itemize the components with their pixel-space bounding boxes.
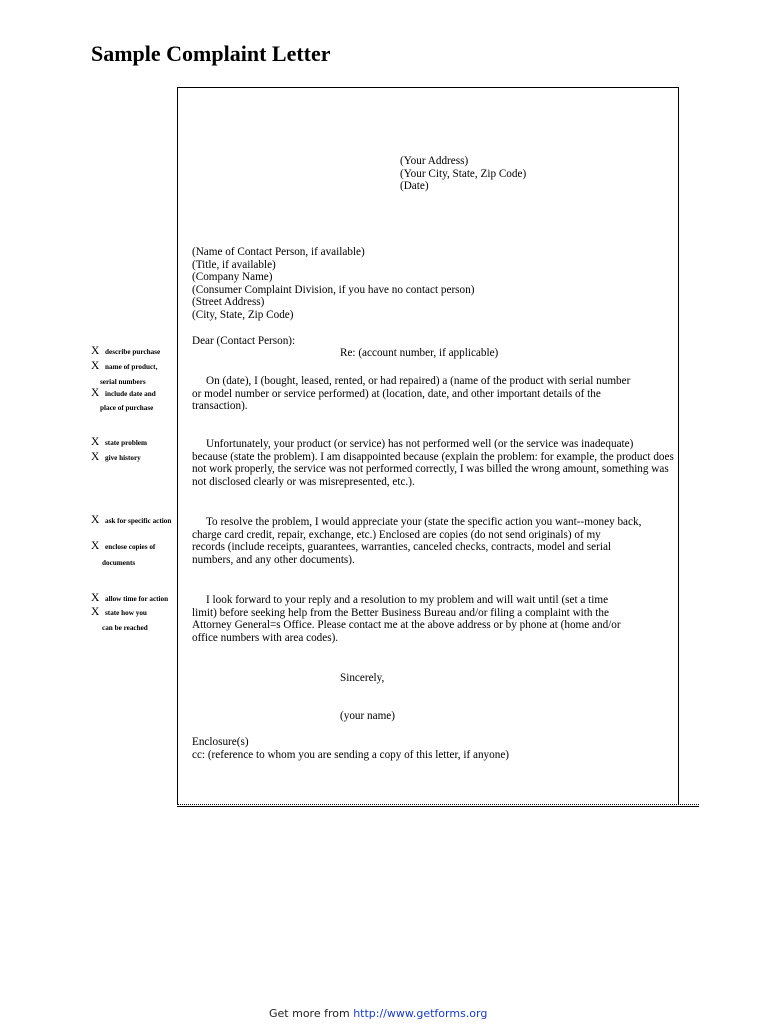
signature: (your name) (340, 710, 395, 722)
footer-link[interactable]: http://www.getforms.org (353, 1007, 488, 1020)
paragraph-line: because (state the problem). I am disappointed because (explain the problem: for example, the product does (192, 450, 674, 463)
letter-frame-bottom-line (177, 806, 699, 807)
margin-note-text: give history (105, 454, 141, 462)
margin-note-state-how (91, 608, 147, 618)
x-mark: X (91, 345, 100, 357)
recipient-title: (Title, if available) (192, 258, 276, 271)
margin-note-name-of-product (91, 362, 157, 372)
margin-note-text: name of product, (105, 363, 158, 371)
margin-note-enclose-copies (91, 542, 155, 552)
recipient-company: (Company Name) (192, 271, 273, 284)
paragraph-line: Unfortunately, your product (or service) has not performed well (or the service was inadequate) (206, 438, 634, 450)
paragraph-line: limit) before seeking help from the Better Business Bureau and/or filing a complaint with the (192, 606, 609, 619)
enclosure: Enclosure(s) (192, 736, 249, 748)
recipient-name: (Name of Contact Person, if available) (192, 246, 365, 258)
re-line: Re: (account number, if applicable) (340, 347, 499, 359)
x-mark: X (91, 436, 100, 448)
sender-address: (Your Address) (400, 155, 469, 167)
margin-note-place-of-purchase: place of purchase (100, 404, 154, 412)
margin-note-can-be-reached: can be reached (102, 624, 148, 632)
margin-note-text: include date and (105, 390, 156, 398)
recipient-block (192, 246, 474, 322)
margin-note-include-date (91, 389, 156, 399)
paragraph-resolution (192, 516, 641, 566)
recipient-division: (Consumer Complaint Division, if you have no contact person) (192, 283, 475, 296)
sender-address-block (400, 155, 526, 193)
margin-note-allow-time (91, 594, 168, 604)
x-mark: X (91, 540, 100, 552)
sender-date: (Date) (400, 180, 429, 193)
margin-note-describe-purchase (91, 347, 160, 357)
letter-frame-bottom-dotted (177, 804, 699, 805)
paragraph-line: I look forward to your reply and a resolution to my problem and will wait until (set a time (206, 594, 609, 606)
paragraph-followup (192, 594, 621, 644)
x-mark: X (91, 592, 100, 604)
margin-note-serial-numbers: serial numbers (100, 378, 146, 386)
recipient-street: (Street Address) (192, 296, 265, 309)
paragraph-line: office numbers with area codes). (192, 631, 339, 644)
paragraph-line: not work properly, the service was not performed correctly, I was billed the wrong amount, something was (192, 463, 669, 476)
paragraph-line: transaction). (192, 400, 248, 413)
paragraph-line: On (date), I (bought, leased, rented, or had repaired) a (name of the product with serial number (206, 375, 631, 387)
margin-note-ask-specific-action (91, 516, 171, 526)
paragraph-line: numbers, and any other documents). (192, 553, 355, 566)
footer (269, 1007, 487, 1020)
enclosure-block (192, 736, 509, 761)
margin-note-documents: documents (102, 559, 136, 567)
footer-prefix: Get more from (269, 1007, 354, 1020)
salutation: Dear (Contact Person): (192, 335, 296, 347)
margin-note-text: allow time for action (105, 595, 169, 603)
x-mark: X (91, 387, 100, 399)
cc-line: cc: (reference to whom you are sending a copy of this letter, if anyone) (192, 748, 510, 761)
closing: Sincerely, (340, 672, 385, 684)
margin-note-text: state how you (105, 609, 147, 617)
x-mark: X (91, 451, 100, 463)
margin-note-give-history (91, 453, 141, 463)
margin-note-text: state problem (105, 439, 147, 447)
x-mark: X (91, 360, 100, 372)
x-mark: X (91, 606, 100, 618)
margin-note-text: ask for specific action (105, 517, 172, 525)
margin-note-text: describe purchase (105, 348, 161, 356)
x-mark: X (91, 514, 100, 526)
paragraph-line: not disclosed clearly or was misrepresented, etc.). (192, 475, 415, 488)
paragraph-line: Attorney General=s Office. Please contact me at the above address or by phone at (home and/or (192, 619, 621, 632)
paragraph-purchase (192, 375, 630, 413)
page-title: Sample Complaint Letter (91, 41, 331, 66)
paragraph-line: charge card credit, repair, exchange, etc.) Enclosed are copies (do not send originals) of my (192, 528, 601, 541)
paragraph-line: or model number or service performed) at (location, date, and other important details of the (192, 387, 601, 400)
margin-note-state-problem (91, 438, 147, 448)
paragraph-problem (192, 438, 674, 488)
paragraph-line: records (include receipts, guarantees, warranties, canceled checks, contracts, model and serial (192, 541, 612, 554)
margin-note-text: enclose copies of (105, 543, 156, 551)
paragraph-line: To resolve the problem, I would appreciate your (state the specific action you want--money back, (206, 516, 642, 528)
sender-city-state-zip: (Your City, State, Zip Code) (400, 167, 527, 180)
recipient-city-state-zip: (City, State, Zip Code) (192, 308, 294, 321)
